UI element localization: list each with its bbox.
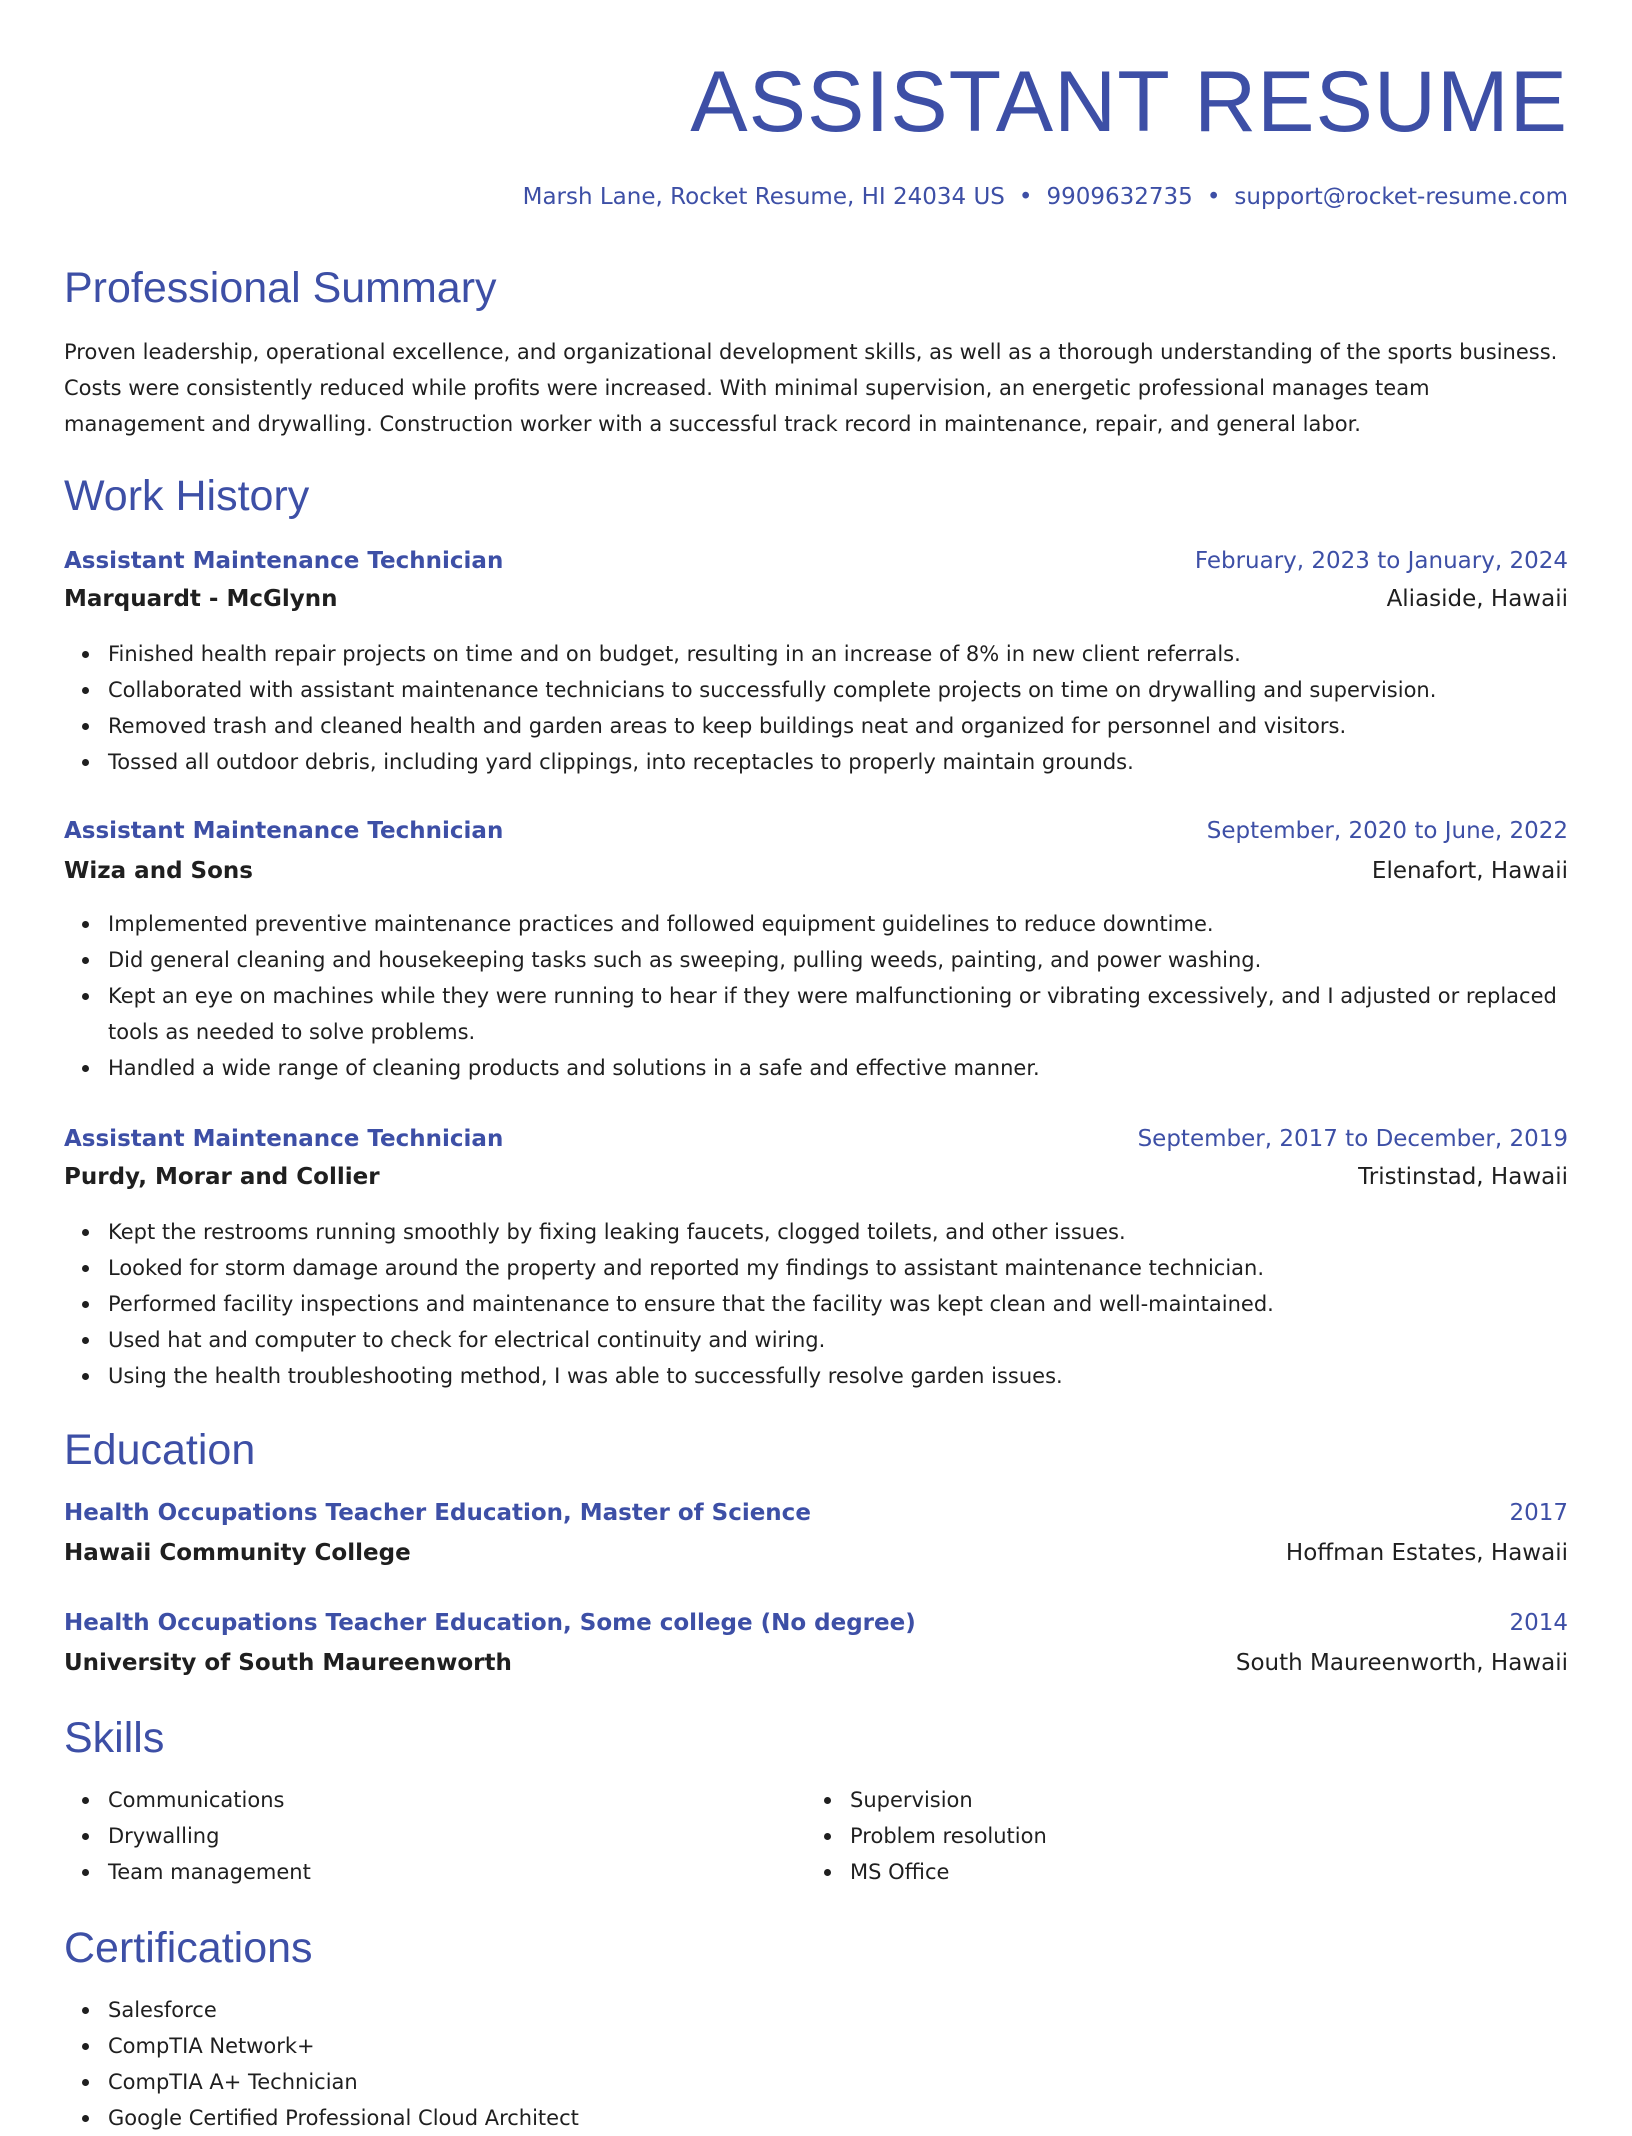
skills-heading: Skills (64, 1714, 165, 1762)
contact-address: Marsh Lane, Rocket Resume, HI 24034 US (522, 184, 1005, 210)
list-item: CompTIA Network+ (108, 2028, 1568, 2064)
list-item: Did general cleaning and housekeeping tasks such as sweeping, pulling weeds, painting, and power washing. (108, 942, 1568, 978)
list-item: MS Office (850, 1854, 1568, 1890)
skills-list-right (806, 1782, 1568, 1890)
list-item: Salesforce (108, 1992, 1568, 2028)
degree-row (64, 1495, 1568, 1531)
job-duties-list (64, 1214, 1568, 1394)
job-title-row (64, 813, 1568, 849)
school-location: South Maureenworth, Hawaii (1235, 1650, 1568, 1676)
school-name: University of South Maureenworth (64, 1650, 512, 1676)
contact-phone: 9909632735 (1046, 184, 1193, 210)
degree-title: Health Occupations Teacher Education, Master of Science (64, 1500, 811, 1526)
skills-list-left (64, 1782, 808, 1890)
school-location: Hoffman Estates, Hawaii (1285, 1540, 1568, 1566)
job-company-row (64, 1159, 1568, 1195)
degree-year: 2017 (1509, 1500, 1568, 1526)
degree-year: 2014 (1509, 1610, 1568, 1636)
certifications-heading: Certifications (64, 1924, 313, 1972)
degree-row (64, 1605, 1568, 1641)
school-name: Hawaii Community College (64, 1540, 411, 1566)
certifications-list (64, 1992, 1568, 2136)
list-item: Used hat and computer to check for electrical continuity and wiring. (108, 1322, 1568, 1358)
list-item: Tossed all outdoor debris, including yard clippings, into receptacles to properly maintain grounds. (108, 744, 1568, 780)
job-dates: September, 2017 to December, 2019 (1137, 1126, 1568, 1152)
job-company: Marquardt - McGlynn (64, 586, 338, 612)
school-row (64, 1645, 1568, 1681)
job-company: Wiza and Sons (64, 858, 253, 884)
list-item: Performed facility inspections and maintenance to ensure that the facility was kept clean and well-maintained. (108, 1286, 1568, 1322)
list-item: Implemented preventive maintenance practices and followed equipment guidelines to reduce downtime. (108, 906, 1568, 942)
list-item: Problem resolution (850, 1818, 1568, 1854)
job-title-row (64, 543, 1568, 579)
list-item: Handled a wide range of cleaning products and solutions in a safe and effective manner. (108, 1050, 1568, 1086)
degree-title: Health Occupations Teacher Education, Some college (No degree) (64, 1610, 916, 1636)
job-duties-list (64, 636, 1568, 780)
contact-separator: • (1018, 184, 1033, 210)
job-title-row (64, 1121, 1568, 1157)
job-location: Elenafort, Hawaii (1371, 858, 1568, 884)
job-dates: February, 2023 to January, 2024 (1194, 548, 1568, 574)
job-duties-list (64, 906, 1568, 1086)
list-item: Supervision (850, 1782, 1568, 1818)
work-history-heading: Work History (64, 472, 310, 520)
contact-email[interactable]: support@rocket-resume.com (1234, 184, 1568, 210)
summary-heading: Professional Summary (64, 264, 497, 312)
school-row (64, 1535, 1568, 1571)
list-item: Looked for storm damage around the property and reported my findings to assistant maintenance technician. (108, 1250, 1568, 1286)
job-location: Tristinstad, Hawaii (1358, 1164, 1568, 1190)
list-item: Google Certified Professional Cloud Architect (108, 2100, 1568, 2136)
job-company-row (64, 581, 1568, 617)
contact-line (523, 180, 1568, 214)
contact-separator: • (1206, 184, 1221, 210)
list-item: Finished health repair projects on time and on budget, resulting in an increase of 8% in new client referrals. (108, 636, 1568, 672)
education-heading: Education (64, 1426, 256, 1474)
list-item: Kept the restrooms running smoothly by fixing leaking faucets, clogged toilets, and other issues. (108, 1214, 1568, 1250)
job-title: Assistant Maintenance Technician (64, 1126, 504, 1152)
job-company-row (64, 853, 1568, 889)
list-item: CompTIA A+ Technician (108, 2064, 1568, 2100)
list-item: Using the health troubleshooting method, I was able to successfully resolve garden issues. (108, 1358, 1568, 1394)
job-location: Aliaside, Hawaii (1386, 586, 1568, 612)
list-item: Removed trash and cleaned health and garden areas to keep buildings neat and organized for personnel and visitors. (108, 708, 1568, 744)
job-company: Purdy, Morar and Collier (64, 1164, 380, 1190)
list-item: Communications (108, 1782, 808, 1818)
summary-text: Proven leadership, operational excellence, and organizational development skills, as well as a thorough understanding of the sports business. Costs were consistently reduced while profits were increased. With minimal supervision, an energetic professional manages team management and drywalling. Construction worker with a successful track record in maintenance, repair, and general labor. (64, 340, 1558, 436)
list-item: Drywalling (108, 1818, 808, 1854)
job-title: Assistant Maintenance Technician (64, 818, 504, 844)
list-item: Team management (108, 1854, 808, 1890)
job-dates: September, 2020 to June, 2022 (1206, 818, 1568, 844)
job-title: Assistant Maintenance Technician (64, 548, 504, 574)
list-item: Collaborated with assistant maintenance technicians to successfully complete projects on time on drywalling and supervision. (108, 672, 1568, 708)
list-item: Kept an eye on machines while they were running to hear if they were malfunctioning or vibrating excessively, and I adjusted or replaced tools as needed to solve problems. (108, 978, 1568, 1050)
resume-title: ASSISTANT RESUME (690, 54, 1568, 150)
